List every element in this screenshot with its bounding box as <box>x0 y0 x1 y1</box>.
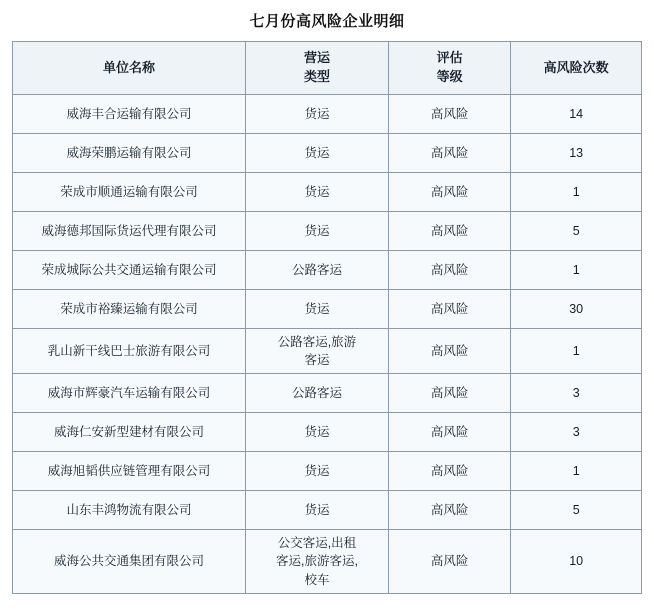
cell-high-risk-count: 30 <box>511 290 642 329</box>
table-row <box>13 374 642 413</box>
cell-company-name: 威海丰合运输有限公司 <box>13 95 246 134</box>
cell-company-name: 荣成市顺通运输有限公司 <box>13 173 246 212</box>
cell-operation-type <box>246 173 389 212</box>
cell-high-risk-count: 3 <box>511 413 642 452</box>
cell-assessment-level: 高风险 <box>388 374 511 413</box>
cell-operation-type-line-1: 货运 <box>304 223 330 238</box>
cell-assessment-level: 高风险 <box>388 173 511 212</box>
cell-assessment-level: 高风险 <box>388 290 511 329</box>
cell-operation-type-line-3: 校车 <box>304 572 330 587</box>
column-header-assessment-level-line-2: 等级 <box>436 69 463 84</box>
cell-assessment-level: 高风险 <box>388 95 511 134</box>
cell-operation-type-line-2: 客运,旅游客运, <box>275 554 358 569</box>
cell-operation-type-line-1: 公路客运 <box>291 262 342 277</box>
cell-operation-type <box>246 329 389 374</box>
cell-assessment-level: 高风险 <box>388 212 511 251</box>
column-header-assessment-level-line-1: 评估 <box>436 50 463 66</box>
cell-operation-type <box>246 95 389 134</box>
table-body <box>13 95 642 594</box>
column-header-operation-type-line-1: 营运 <box>303 50 330 66</box>
cell-high-risk-count: 10 <box>511 530 642 593</box>
cell-high-risk-count: 1 <box>511 329 642 374</box>
cell-operation-type-line-1: 货运 <box>304 301 330 316</box>
table-row <box>13 134 642 173</box>
cell-assessment-level: 高风险 <box>388 491 511 530</box>
cell-high-risk-count: 1 <box>511 452 642 491</box>
table-container <box>0 41 654 594</box>
cell-operation-type-line-1: 货运 <box>304 184 330 199</box>
cell-assessment-level: 高风险 <box>388 251 511 290</box>
cell-company-name: 威海仁安新型建材有限公司 <box>13 413 246 452</box>
table-row <box>13 491 642 530</box>
table-row <box>13 452 642 491</box>
cell-operation-type-line-1: 公路客运,旅游 <box>277 335 357 349</box>
cell-operation-type <box>246 212 389 251</box>
cell-operation-type-line-1: 货运 <box>304 464 330 479</box>
cell-operation-type <box>246 452 389 491</box>
cell-operation-type-line-1: 公交客运,出租 <box>277 536 357 551</box>
cell-high-risk-count: 1 <box>511 251 642 290</box>
column-header-operation-type-line-2: 类型 <box>303 69 330 84</box>
cell-high-risk-count: 5 <box>511 212 642 251</box>
table-header <box>13 42 642 95</box>
cell-operation-type <box>246 491 389 530</box>
table-header-row <box>13 42 642 95</box>
table-row <box>13 173 642 212</box>
table-row <box>13 413 642 452</box>
table-row <box>13 212 642 251</box>
table-row <box>13 329 642 374</box>
cell-assessment-level: 高风险 <box>388 413 511 452</box>
cell-assessment-level: 高风险 <box>388 452 511 491</box>
cell-operation-type <box>246 530 389 593</box>
column-header-company-name-line-1: 单位名称 <box>103 59 156 75</box>
cell-operation-type-line-1: 货运 <box>304 503 330 518</box>
cell-operation-type-line-1: 货运 <box>304 106 330 121</box>
column-header-high-risk-count-line-1: 高风险次数 <box>543 59 609 75</box>
high-risk-enterprise-table <box>12 41 642 594</box>
cell-high-risk-count: 5 <box>511 491 642 530</box>
table-row <box>13 251 642 290</box>
cell-high-risk-count: 13 <box>511 134 642 173</box>
cell-operation-type-line-2: 客运 <box>304 353 330 368</box>
column-header-assessment-level <box>388 42 511 95</box>
cell-company-name: 威海市辉豪汽车运输有限公司 <box>13 374 246 413</box>
cell-company-name: 威海德邦国际货运代理有限公司 <box>13 212 246 251</box>
column-header-company-name <box>13 42 246 95</box>
column-header-high-risk-count <box>511 42 642 95</box>
cell-operation-type-line-1: 货运 <box>304 425 330 440</box>
cell-company-name: 乳山新干线巴士旅游有限公司 <box>13 329 246 374</box>
cell-operation-type <box>246 290 389 329</box>
column-header-operation-type <box>246 42 389 95</box>
cell-operation-type <box>246 374 389 413</box>
page-title: 七月份高风险企业明细 <box>249 13 405 30</box>
cell-company-name: 威海旭韬供应链管理有限公司 <box>13 452 246 491</box>
cell-company-name: 荣成城际公共交通运输有限公司 <box>13 251 246 290</box>
cell-company-name: 荣成市裕臻运输有限公司 <box>13 290 246 329</box>
cell-company-name: 威海公共交通集团有限公司 <box>13 530 246 593</box>
cell-company-name: 威海荣鹏运输有限公司 <box>13 134 246 173</box>
cell-operation-type <box>246 251 389 290</box>
cell-high-risk-count: 3 <box>511 374 642 413</box>
table-row <box>13 290 642 329</box>
cell-operation-type-line-1: 公路客运 <box>291 386 342 401</box>
cell-operation-type <box>246 134 389 173</box>
cell-high-risk-count: 14 <box>511 95 642 134</box>
cell-operation-type <box>246 413 389 452</box>
cell-high-risk-count: 1 <box>511 173 642 212</box>
cell-assessment-level: 高风险 <box>388 530 511 593</box>
cell-assessment-level: 高风险 <box>388 134 511 173</box>
cell-company-name: 山东丰鸿物流有限公司 <box>13 491 246 530</box>
cell-assessment-level: 高风险 <box>388 329 511 374</box>
table-row <box>13 95 642 134</box>
table-row <box>13 530 642 593</box>
cell-operation-type-line-1: 货运 <box>304 145 330 160</box>
